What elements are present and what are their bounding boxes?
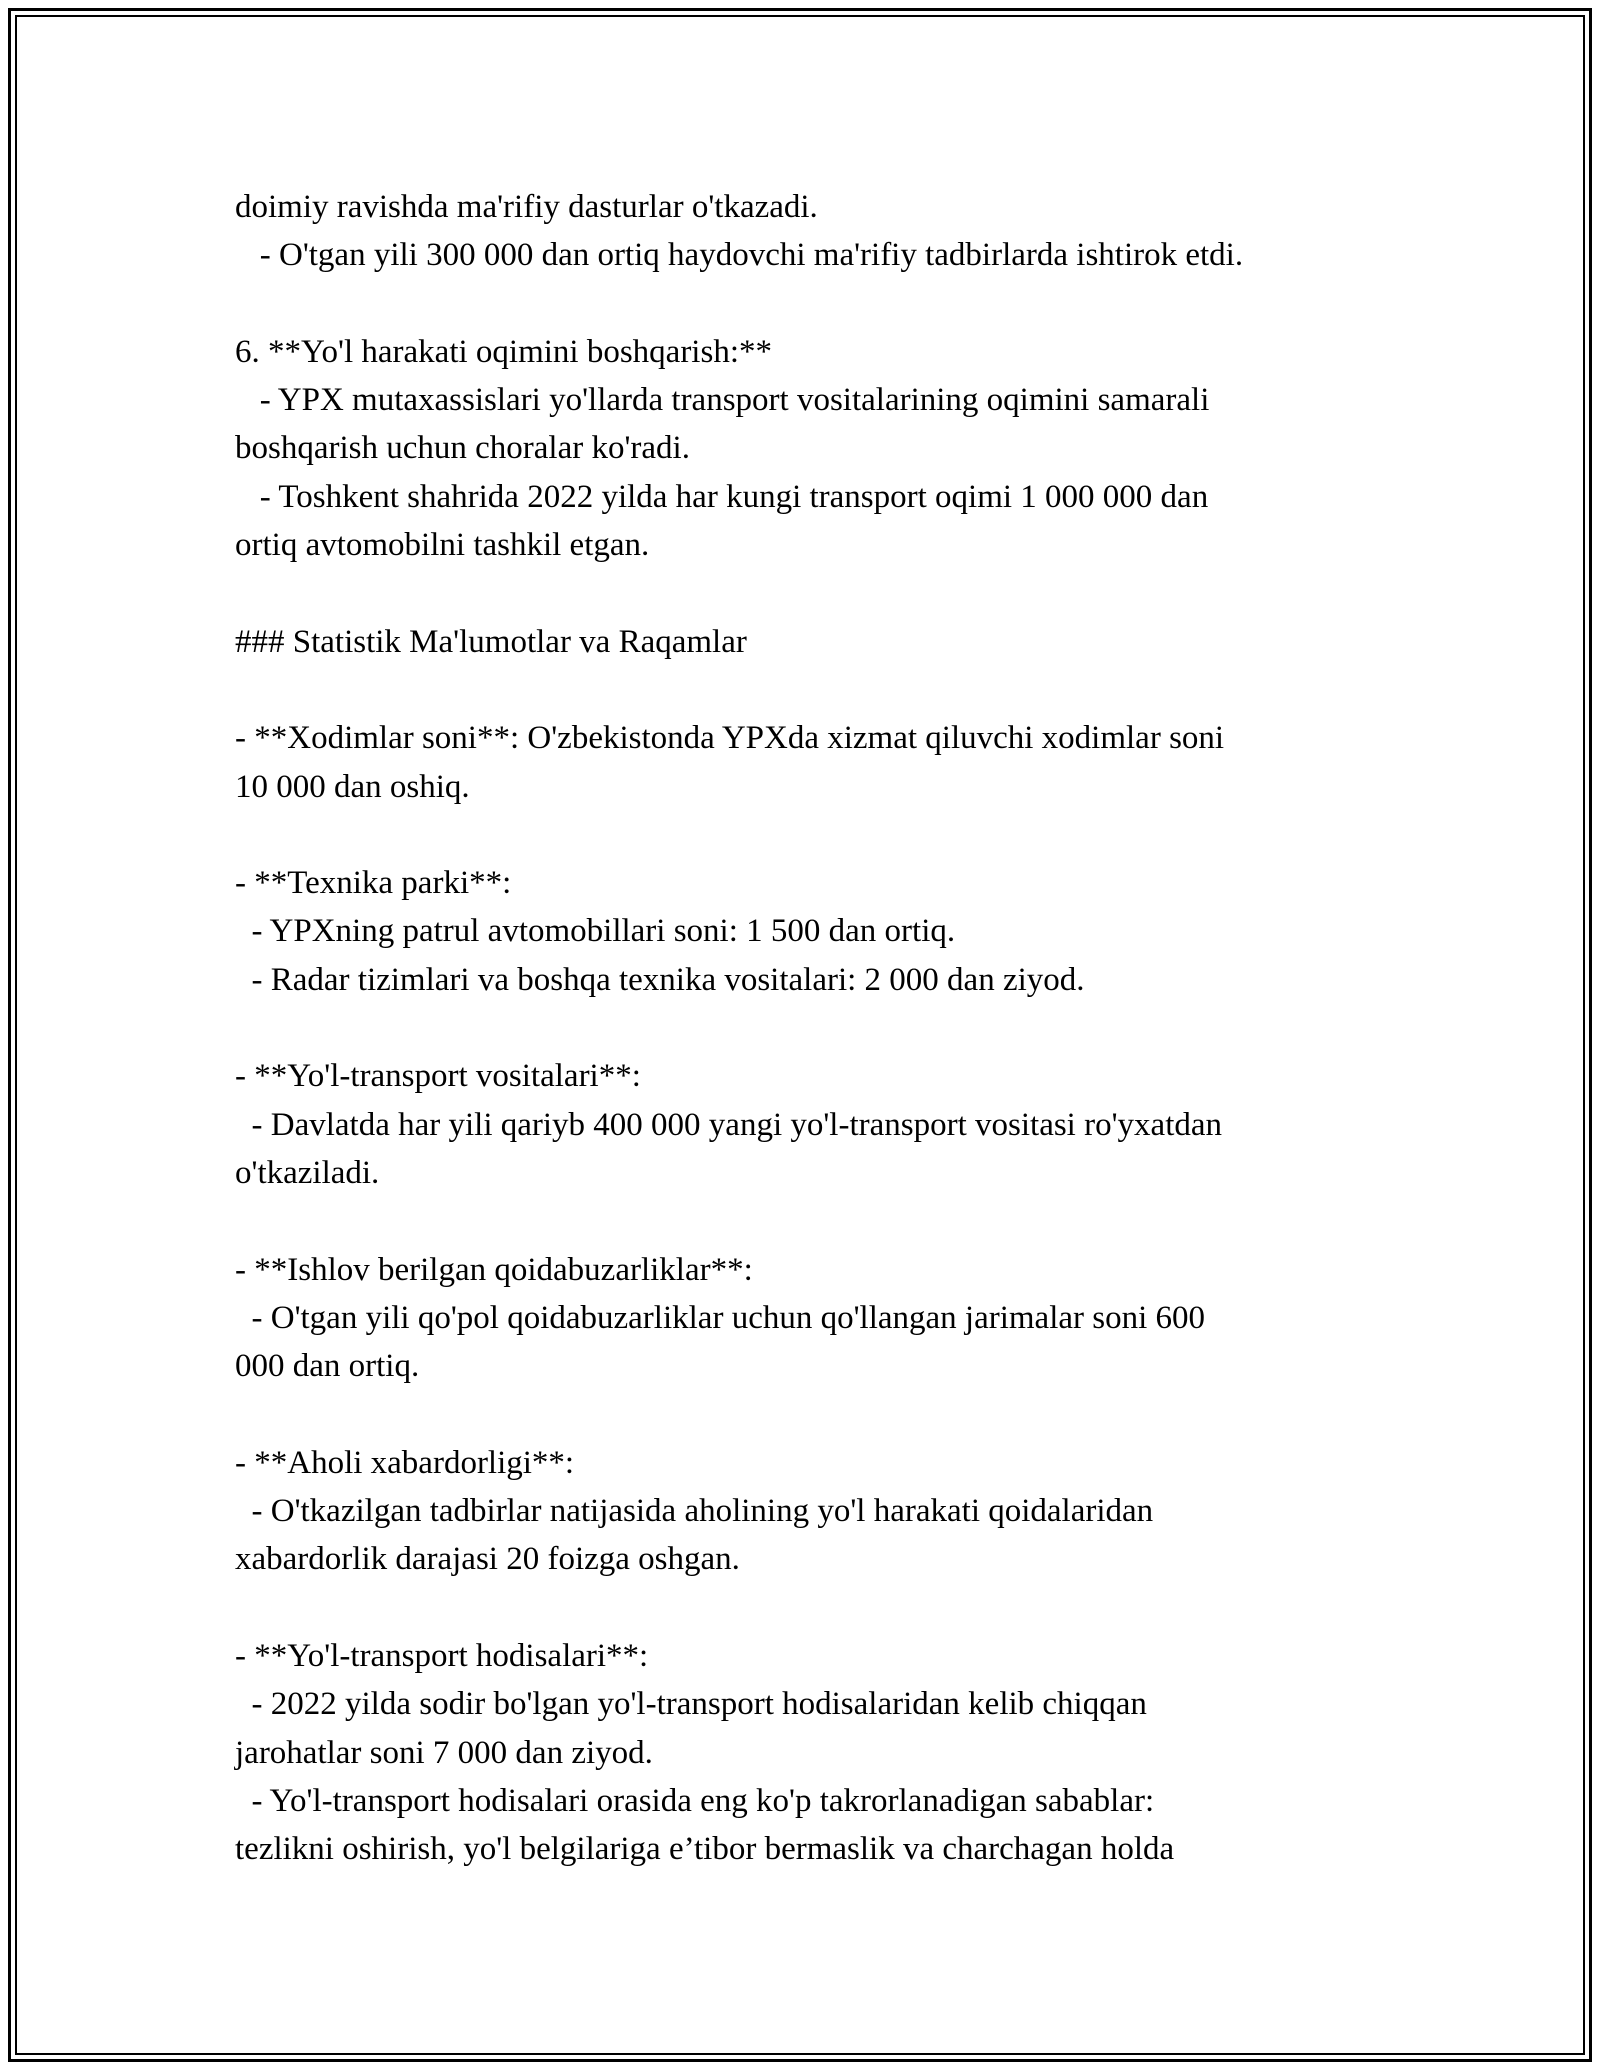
text-line: doimiy ravishda ma'rifiy dasturlar o'tkazadi. bbox=[235, 189, 818, 225]
blank-line bbox=[235, 1584, 1375, 1632]
list-item: - **Yo'l-transport vositalari**: bbox=[235, 1058, 641, 1095]
blank-line bbox=[235, 1390, 1375, 1438]
text-line: - Toshkent shahrida 2022 yilda har kungi transport oqimi 1 000 000 dan bbox=[235, 478, 1209, 515]
blank-line bbox=[235, 1197, 1375, 1245]
list-item: - **Texnika parki**: bbox=[235, 865, 512, 902]
sub-list-item: - 2022 yilda sodir bo'lgan yo'l-transport hodisalaridan kelib chiqqan bbox=[235, 1686, 1147, 1723]
blank-line bbox=[235, 666, 1375, 714]
sub-list-item: - YPXning patrul avtomobillari soni: 1 500 dan ortiq. bbox=[235, 913, 956, 950]
blank-line bbox=[235, 280, 1375, 328]
text-line: 10 000 dan oshiq. bbox=[235, 768, 470, 805]
blank-line bbox=[235, 811, 1375, 859]
sub-list-item: - O'tgan yili qo'pol qoidabuzarliklar uchun qo'llangan jarimalar soni 600 bbox=[235, 1299, 1206, 1336]
text-line: - YPX mutaxassislari yo'llarda transport vositalarining oqimini samarali bbox=[235, 382, 1210, 419]
list-item: - **Yo'l-transport hodisalari**: bbox=[235, 1637, 649, 1674]
text-line: tezlikni oshirish, yo'l belgilariga e’tibor bermaslik va charchagan holda bbox=[235, 1831, 1175, 1868]
sub-list-item: - Davlatda har yili qariyb 400 000 yangi yo'l-transport vositasi ro'yxatdan bbox=[235, 1106, 1223, 1143]
sub-list-item: - Yo'l-transport hodisalari orasida eng ko'p takrorlanadigan sabablar: bbox=[235, 1782, 1155, 1819]
blank-line bbox=[235, 1004, 1375, 1052]
statistics-heading: ### Statistik Ma'lumotlar va Raqamlar bbox=[235, 623, 747, 660]
blank-line bbox=[235, 569, 1375, 617]
text-line: xabardorlik darajasi 20 foizga oshgan. bbox=[235, 1541, 740, 1578]
document-body bbox=[235, 183, 1375, 1873]
text-line: jarohatlar soni 7 000 dan ziyod. bbox=[235, 1734, 653, 1771]
list-item: - **Xodimlar soni**: O'zbekistonda YPXda xizmat qiluvchi xodimlar soni bbox=[235, 720, 1225, 757]
sub-list-item: - Radar tizimlari va boshqa texnika vositalari: 2 000 dan ziyod. bbox=[235, 961, 1085, 998]
text-line: ortiq avtomobilni tashkil etgan. bbox=[235, 527, 650, 564]
text-line: - O'tgan yili 300 000 dan ortiq haydovchi ma'rifiy tadbirlarda ishtirok etdi. bbox=[235, 237, 1244, 274]
list-item: - **Ishlov berilgan qoidabuzarliklar**: bbox=[235, 1251, 753, 1288]
text-line: 000 dan ortiq. bbox=[235, 1348, 420, 1385]
list-item: - **Aholi xabardorligi**: bbox=[235, 1444, 575, 1481]
text-line: o'tkaziladi. bbox=[235, 1154, 380, 1191]
section-heading: 6. **Yo'l harakati oqimini boshqarish:** bbox=[235, 333, 772, 370]
text-line: boshqarish uchun choralar ko'radi. bbox=[235, 430, 690, 467]
sub-list-item: - O'tkazilgan tadbirlar natijasida aholining yo'l harakati qoidalaridan bbox=[235, 1493, 1154, 1530]
